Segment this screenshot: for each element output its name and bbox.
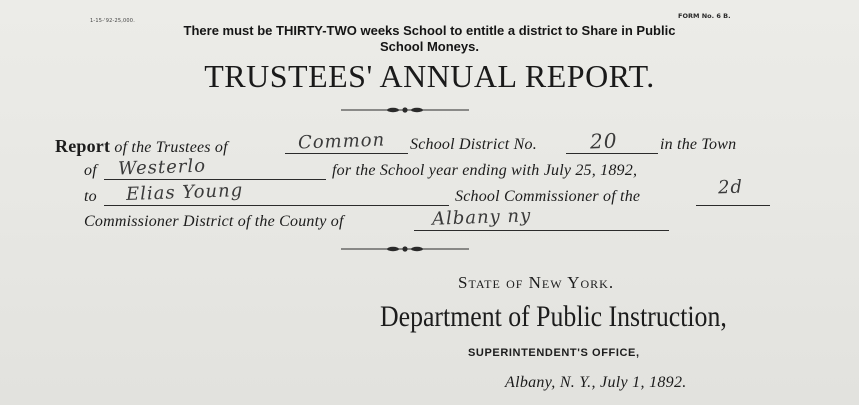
office-heading: SUPERINTENDENT'S OFFICE, — [468, 347, 640, 359]
commissioner-name-line — [104, 205, 449, 206]
ornament-divider-bottom — [341, 245, 469, 253]
county-label: Commissioner District of the County of — [84, 213, 344, 230]
department-heading: Department of Public Instruction, — [380, 300, 727, 333]
town-line — [104, 179, 326, 180]
district-number-value: 20 — [589, 128, 618, 154]
commissioner-district-value: 2d — [717, 176, 744, 199]
commissioner-of-label: School Commissioner of the — [455, 188, 641, 205]
page-title: TRUSTEES' ANNUAL REPORT. — [204, 58, 655, 94]
state-heading: State of New York. — [458, 273, 615, 292]
in-town-label: in the Town — [660, 136, 737, 153]
of-trustees-label: of the Trustees of — [114, 139, 228, 156]
report-word: Report — [55, 136, 111, 156]
ornament-divider-top — [341, 106, 469, 114]
county-value: Albany ny — [431, 205, 532, 230]
form-number: FORM No. 6 B. — [678, 12, 731, 20]
year-ending-label: for the School year ending with July 25, 1892, — [332, 162, 638, 179]
school-district-no-label: School District No. — [410, 136, 537, 153]
to-label: to — [84, 188, 97, 205]
report-line-1 — [55, 136, 228, 157]
commissioner-name-value: Elias Young — [125, 179, 244, 206]
district-type-value: Common — [297, 129, 386, 154]
commissioner-district-line — [696, 205, 770, 206]
district-number-line — [566, 153, 658, 154]
notice-line-2: School Moneys. — [380, 39, 479, 54]
print-code: 1-15-'92-25,000. — [90, 18, 135, 24]
town-value: Westerlo — [117, 155, 207, 180]
of-label: of — [84, 162, 97, 179]
notice-line-1: There must be THIRTY-TWO weeks School to entitle a district to Share in Public — [183, 23, 676, 38]
dateline: Albany, N. Y., July 1, 1892. — [505, 374, 687, 391]
county-line — [414, 230, 669, 231]
